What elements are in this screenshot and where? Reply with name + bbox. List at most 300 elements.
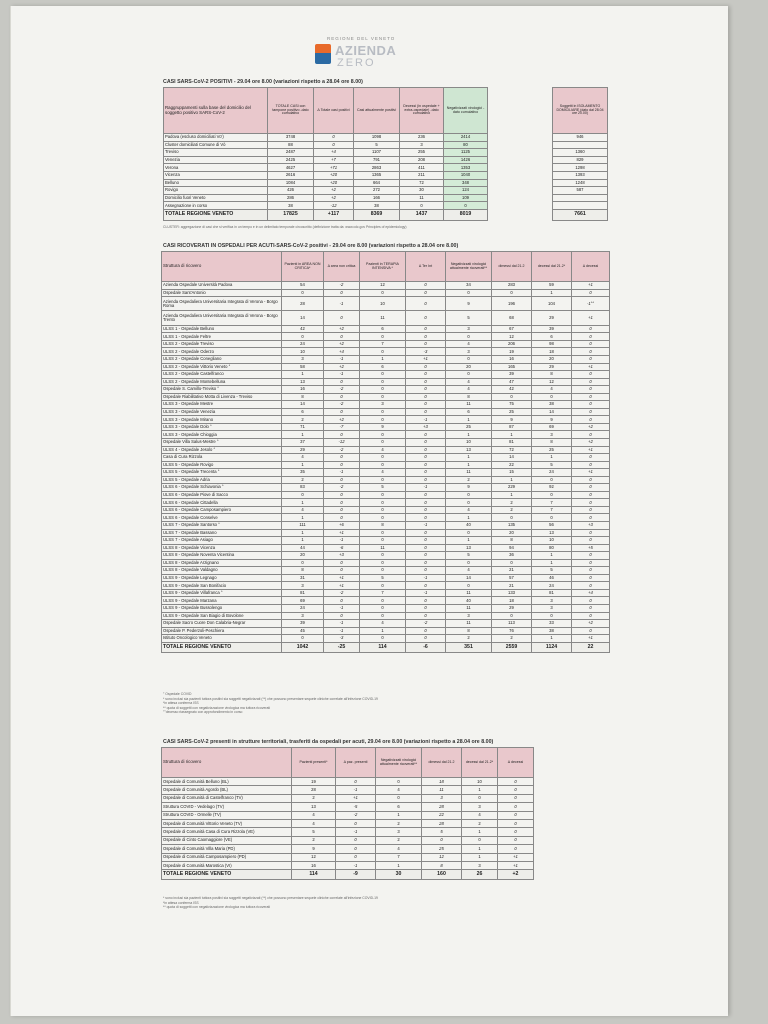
table-cell: 1: [376, 861, 422, 869]
table-cell: 98: [532, 340, 572, 348]
table-cell: 5: [532, 567, 572, 575]
table-cell: 0: [406, 469, 446, 477]
table-row: [164, 202, 488, 210]
table-cell: 0: [376, 778, 422, 786]
table-cell: 13: [446, 544, 492, 552]
isolation-cell: [553, 194, 608, 202]
table-cell: 0: [336, 819, 376, 827]
table-cell: 7: [360, 340, 406, 348]
table-cell: -12: [324, 438, 360, 446]
table-cell: 0: [406, 612, 446, 620]
table-cell: 14: [492, 454, 532, 462]
table-cell: 0: [406, 311, 446, 325]
total-cell: 26: [462, 870, 498, 880]
total-cell: 17825: [268, 209, 314, 220]
table-row: [162, 828, 534, 836]
table-row: [162, 484, 610, 492]
table-cell: 0: [406, 408, 446, 416]
table-cell: +1: [336, 794, 376, 802]
table-cell: 0: [406, 514, 446, 522]
table-cell: -1: [324, 469, 360, 477]
table-row: [162, 438, 610, 446]
table-cell: 4: [446, 378, 492, 386]
table-cell: +1: [324, 582, 360, 590]
table-cell: ULSS 9 - Ospedale Marzana: [162, 597, 282, 605]
table-cell: 0: [324, 499, 360, 507]
table-cell: 80: [444, 141, 488, 149]
table-cell: 10: [360, 297, 406, 311]
table-cell: 1: [532, 289, 572, 297]
table-cell: 6: [532, 333, 572, 341]
table-cell: 20: [492, 529, 532, 537]
table-cell: 0: [572, 371, 610, 379]
table-cell: 0: [498, 794, 534, 802]
table-row: [162, 378, 610, 386]
table-cell: 0: [406, 491, 446, 499]
table-cell: 104: [532, 297, 572, 311]
table-cell: 0: [572, 559, 610, 567]
table-cell: 30: [400, 187, 444, 195]
table-cell: 1: [376, 811, 422, 819]
table-cell: 1: [446, 461, 492, 469]
table-row: [162, 552, 610, 560]
table-cell: ULSS 9 - Ospedale Legnago: [162, 574, 282, 582]
table-row: [553, 187, 608, 195]
table-cell: -1: [324, 297, 360, 311]
table-cell: +2: [572, 620, 610, 628]
table-cell: 0: [406, 333, 446, 341]
table-cell: 8: [282, 567, 324, 575]
table-cell: 272: [354, 187, 400, 195]
table-cell: ULSS 9 - Ospedale Villafranca °: [162, 589, 282, 597]
table-row: [162, 627, 610, 635]
table-row: [164, 141, 488, 149]
table-cell: 0: [532, 612, 572, 620]
table-cell: 0: [532, 476, 572, 484]
table-row: [162, 574, 610, 582]
table-row: [162, 325, 610, 333]
table-cell: 2414: [444, 134, 488, 142]
table-cell: 8: [532, 371, 572, 379]
territorial-notes: [163, 896, 378, 910]
table-cell: 0: [324, 514, 360, 522]
table-cell: 0: [572, 582, 610, 590]
table-cell: 3748: [268, 134, 314, 142]
table-cell: 13: [282, 378, 324, 386]
table-cell: Treviso: [164, 149, 268, 157]
table-cell: 0: [360, 476, 406, 484]
table-cell: ULSS 2 - Ospedale Conegliano: [162, 355, 282, 363]
table-cell: ULSS 8 - Ospedale Noventa Vicentina: [162, 552, 282, 560]
table-cell: 286: [268, 194, 314, 202]
table-cell: Ospedale di Comunità Belluno (BL): [162, 778, 292, 786]
table-cell: -1: [406, 574, 446, 582]
table-row: [162, 819, 534, 827]
hospital-note: ** quota di soggetti con negativizzazione virologica ma tuttora ricoverati: [163, 705, 271, 710]
table-cell: 0: [360, 386, 406, 394]
table-cell: 47: [492, 378, 532, 386]
table-cell: Ospedale di Comunità Camposampiero (PD): [162, 853, 292, 861]
table-cell: 1: [532, 635, 572, 643]
table-cell: 19: [492, 348, 532, 356]
table-cell: -3: [406, 348, 446, 356]
table-cell: 11: [360, 544, 406, 552]
table-cell: 10: [462, 778, 498, 786]
table-cell: 0: [360, 408, 406, 416]
table-cell: 0: [572, 567, 610, 575]
table-cell: 0: [336, 836, 376, 844]
table-cell: 1: [462, 853, 498, 861]
table-cell: 0: [406, 567, 446, 575]
table-cell: Ospedale Sacro Cuore Don Calabria-Negrar: [162, 620, 282, 628]
table-cell: 1: [446, 431, 492, 439]
table-cell: 4: [446, 567, 492, 575]
table-cell: 1: [462, 786, 498, 794]
table-cell: 12: [532, 378, 572, 386]
azienda-zero-logo: [307, 36, 427, 76]
table-cell: +1: [324, 574, 360, 582]
table-cell: 0: [498, 803, 534, 811]
isolation-total: 7661: [553, 209, 608, 220]
table-cell: ULSS 3 - Ospedale Chioggia: [162, 431, 282, 439]
table-cell: 0: [360, 491, 406, 499]
table-cell: ULSS 7 - Ospedale Asiago: [162, 537, 282, 545]
table-cell: 109: [444, 194, 488, 202]
table-row: [162, 620, 610, 628]
table-cell: 16: [492, 355, 532, 363]
table-cell: 5: [292, 828, 336, 836]
table-cell: 3: [462, 803, 498, 811]
table-cell: 1: [532, 454, 572, 462]
table-row: [164, 164, 488, 172]
table-cell: 196: [492, 297, 532, 311]
col-header: Pazienti presenti*: [292, 748, 336, 778]
table-cell: 3: [446, 325, 492, 333]
table-cell: -6: [324, 544, 360, 552]
table-cell: 0: [360, 393, 406, 401]
table-cell: 0: [360, 454, 406, 462]
table-cell: Rovigo: [164, 187, 268, 195]
table-cell: 0: [324, 311, 360, 325]
table-row: [553, 164, 608, 172]
table-cell: 0: [282, 491, 324, 499]
table-cell: Ospedale S. Camillo-Treviso °: [162, 386, 282, 394]
table-cell: 0: [498, 819, 534, 827]
table-row: [162, 506, 610, 514]
table-cell: 36: [492, 552, 532, 560]
table-cell: 12: [492, 333, 532, 341]
table-cell: -1°°: [572, 297, 610, 311]
table-cell: 0: [282, 635, 324, 643]
table-cell: Azienda Ospedaliera Universitaria Integrata di Verona - Borgo Roma: [162, 297, 282, 311]
table-cell: 3: [462, 861, 498, 869]
table-cell: 0: [572, 454, 610, 462]
table-cell: 791: [354, 156, 400, 164]
table-row: [162, 499, 610, 507]
col-header: dimessi dal 21.2: [422, 748, 462, 778]
table-cell: 0: [532, 491, 572, 499]
table-cell: 20: [446, 363, 492, 371]
table-cell: 1: [360, 627, 406, 635]
table-cell: 0: [446, 491, 492, 499]
territorial-note: * sono inclusi sia pazienti tuttora positivi sia soggetti negativizzati (**) che possono presentare sequele cliniche correlate all'infezione COVID-19: [163, 896, 378, 900]
table-cell: 8: [422, 861, 462, 869]
table-row: [164, 134, 488, 142]
total-row: [162, 642, 610, 652]
table-cell: 2: [492, 635, 532, 643]
table-cell: 0: [360, 499, 406, 507]
table-cell: 8: [446, 393, 492, 401]
table-row: [164, 171, 488, 179]
table-cell: 0: [572, 378, 610, 386]
table-cell: 0: [314, 141, 354, 149]
logo-brand-line2: ZERO: [337, 57, 376, 69]
table-cell: 0: [376, 794, 422, 802]
table-cell: 4: [360, 446, 406, 454]
table-cell: 0: [406, 582, 446, 590]
table-cell: 39: [492, 371, 532, 379]
table-cell: Ospedale Riabilitativo Motta di Livenza - Treviso: [162, 393, 282, 401]
table-row: [164, 149, 488, 157]
table-cell: 0: [446, 289, 492, 297]
table-row: [162, 853, 534, 861]
table-cell: -7: [324, 423, 360, 431]
table-cell: 2: [292, 794, 336, 802]
table-cell: 6: [360, 363, 406, 371]
table-cell: +1: [572, 635, 610, 643]
table-cell: 18: [422, 778, 462, 786]
table-cell: 0: [360, 612, 406, 620]
table-cell: 28: [292, 786, 336, 794]
table-cell: Ospedale di Cinto Caomaggiore (VE): [162, 836, 292, 844]
table-cell: 2: [446, 476, 492, 484]
table-cell: ULSS 1 - Ospedale Belluno: [162, 325, 282, 333]
logo-brand-line1: AZIENDA: [335, 43, 397, 58]
total-cell: TOTALE REGIONE VENETO: [164, 209, 268, 220]
table-cell: 0: [572, 514, 610, 522]
table-row: [162, 861, 534, 869]
table-cell: 33: [532, 620, 572, 628]
table-cell: 3: [532, 431, 572, 439]
table-cell: 0: [406, 635, 446, 643]
table-cell: 1: [282, 537, 324, 545]
table-cell: 664: [354, 179, 400, 187]
table-cell: Belluno: [164, 179, 268, 187]
table-cell: 0: [360, 635, 406, 643]
table-cell: 0: [324, 506, 360, 514]
table-cell: 3: [446, 348, 492, 356]
table-cell: 8: [282, 393, 324, 401]
hospital-note: * sono inclusi sia pazienti tuttora positivi sia soggetti negativizzati (**) che possono presentare sequele cliniche correlate all'infezione COVID-19: [163, 696, 378, 701]
table-cell: Ospedale di Comunità Casa di Cura Rizzola (VE): [162, 828, 292, 836]
table-cell: 54: [282, 282, 324, 290]
table-row: [162, 289, 610, 297]
col-header: Struttura di ricovero: [162, 748, 292, 778]
table-cell: 0: [324, 476, 360, 484]
table-row: [164, 156, 488, 164]
table-cell: 13: [446, 446, 492, 454]
table-cell: 135: [492, 522, 532, 530]
table-cell: +20: [314, 171, 354, 179]
table-cell: +5: [572, 544, 610, 552]
table-cell: 0: [406, 438, 446, 446]
table-cell: 5: [446, 552, 492, 560]
logo-region-label: REGIONE DEL VENETO: [327, 36, 396, 41]
table-cell: 22: [492, 461, 532, 469]
table-cell: 7: [376, 853, 422, 861]
table-cell: 40: [446, 597, 492, 605]
table-cell: Ospedale Sant'Antonio: [162, 289, 282, 297]
table-cell: 0: [572, 597, 610, 605]
table-cell: 22: [422, 811, 462, 819]
table-cell: 0: [360, 605, 406, 613]
table-cell: 0: [360, 333, 406, 341]
table-cell: 29: [532, 363, 572, 371]
table-cell: 0: [360, 378, 406, 386]
table-cell: +1: [572, 446, 610, 454]
table-cell: 71: [282, 423, 324, 431]
table-cell: 0: [360, 529, 406, 537]
table-cell: 19: [292, 778, 336, 786]
table-cell: 11: [422, 786, 462, 794]
table-cell: ULSS 6 - Ospedale Schiavonia °: [162, 484, 282, 492]
table-cell: Verona: [164, 164, 268, 172]
table-cell: 4: [376, 845, 422, 853]
total-cell: 30: [376, 870, 422, 880]
table-row: [162, 348, 610, 356]
table-cell: 0: [360, 514, 406, 522]
table-row: [553, 149, 608, 157]
total-cell: 1124: [532, 642, 572, 652]
col-header: Δ paz. presenti: [336, 748, 376, 778]
table-cell: 0: [446, 355, 492, 363]
total-cell: -9: [336, 870, 376, 880]
table-cell: 42: [492, 386, 532, 394]
col-header: TOTALE CASI con tampone positivo -dato cumulativo: [268, 88, 314, 134]
table-cell: 16: [292, 861, 336, 869]
isolation-cell: 829: [553, 156, 608, 164]
table-cell: 37: [282, 438, 324, 446]
table-cell: 11: [446, 469, 492, 477]
total-cell: 114: [292, 870, 336, 880]
table-cell: 0: [360, 416, 406, 424]
table-cell: 0: [282, 289, 324, 297]
table-cell: Vicenza: [164, 171, 268, 179]
table-cell: 16: [282, 386, 324, 394]
table-cell: 7: [532, 506, 572, 514]
table-cell: +3: [406, 423, 446, 431]
table-cell: 6: [446, 408, 492, 416]
table-cell: 0: [406, 431, 446, 439]
table-cell: Assegnazione in corso: [164, 202, 268, 210]
table-cell: ULSS 6 - Ospedale Piove di Sacco: [162, 491, 282, 499]
table-cell: 0: [498, 778, 534, 786]
table-cell: 283: [492, 282, 532, 290]
table-cell: ULSS 3 - Ospedale Dolo °: [162, 423, 282, 431]
table-row: [162, 559, 610, 567]
table-cell: 0: [462, 836, 498, 844]
table-cell: ULSS 7 - Ospedale Santorso °: [162, 522, 282, 530]
table-cell: 0: [406, 627, 446, 635]
table-cell: 0: [360, 438, 406, 446]
table-row: [162, 836, 534, 844]
table-cell: 0: [572, 491, 610, 499]
table-cell: 0: [360, 582, 406, 590]
table-cell: 5: [532, 461, 572, 469]
table-cell: 0: [572, 552, 610, 560]
table-cell: ULSS 7 - Ospedale Bassano: [162, 529, 282, 537]
territorial-note: ** quota di soggetti con negativizzazione virologica ma tuttora ricoverati: [163, 905, 271, 910]
table-cell: 0: [572, 484, 610, 492]
hospitalized-table: [161, 251, 610, 653]
table-cell: 1: [532, 559, 572, 567]
table-cell: 0: [406, 363, 446, 371]
table-cell: 2: [492, 499, 532, 507]
table-cell: 0: [492, 393, 532, 401]
table-row: [162, 363, 610, 371]
table-cell: 3: [282, 582, 324, 590]
table-cell: 11: [446, 620, 492, 628]
table-cell: 3: [446, 612, 492, 620]
hospital-note: °°decesso riassegnato con approfondimento in corso: [163, 710, 243, 715]
territorial-structures-table: [161, 747, 534, 880]
table-cell: -2: [324, 484, 360, 492]
table-cell: +20: [314, 179, 354, 187]
table-cell: 4: [446, 340, 492, 348]
table-cell: 2: [282, 476, 324, 484]
table-cell: 3: [532, 597, 572, 605]
table-cell: 0: [324, 408, 360, 416]
table-row: [553, 134, 608, 142]
table-cell: 1426: [444, 156, 488, 164]
table-cell: Istituto Oncologico Veneto: [162, 635, 282, 643]
table-cell: ULSS 6 - Ospedale Cittadella: [162, 499, 282, 507]
table-cell: 0: [572, 340, 610, 348]
table-cell: 1: [492, 491, 532, 499]
table-cell: 25: [446, 423, 492, 431]
table-cell: 0: [492, 559, 532, 567]
table-cell: 426: [268, 187, 314, 195]
col-header: Δ decessi: [572, 252, 610, 282]
table-row: [162, 597, 610, 605]
table-cell: Struttura COVID - Vedelago (TV): [162, 803, 292, 811]
table-cell: 0: [406, 499, 446, 507]
table-cell: 6: [282, 408, 324, 416]
table-cell: 12: [422, 853, 462, 861]
table-cell: 0: [572, 289, 610, 297]
table-cell: 39: [282, 620, 324, 628]
total-cell: 8369: [354, 209, 400, 220]
table-cell: 9: [446, 484, 492, 492]
table-cell: 7: [532, 499, 572, 507]
table-cell: 0: [406, 393, 446, 401]
table-cell: 57: [492, 574, 532, 582]
table-cell: +2: [314, 187, 354, 195]
table-cell: 4: [446, 386, 492, 394]
table-cell: 4: [462, 811, 498, 819]
table-cell: 0: [572, 325, 610, 333]
table-cell: ULSS 2 - Ospedale Montebelluna: [162, 378, 282, 386]
col-header: Δ Totale casi positivi: [314, 88, 354, 134]
isolation-cell: 946: [553, 134, 608, 142]
table-cell: 6: [376, 803, 422, 811]
table-cell: 8: [492, 537, 532, 545]
table-cell: +1: [498, 853, 534, 861]
table-cell: 38: [268, 202, 314, 210]
table-cell: 1040: [444, 171, 488, 179]
table-cell: -1: [406, 484, 446, 492]
table-cell: 0: [406, 386, 446, 394]
